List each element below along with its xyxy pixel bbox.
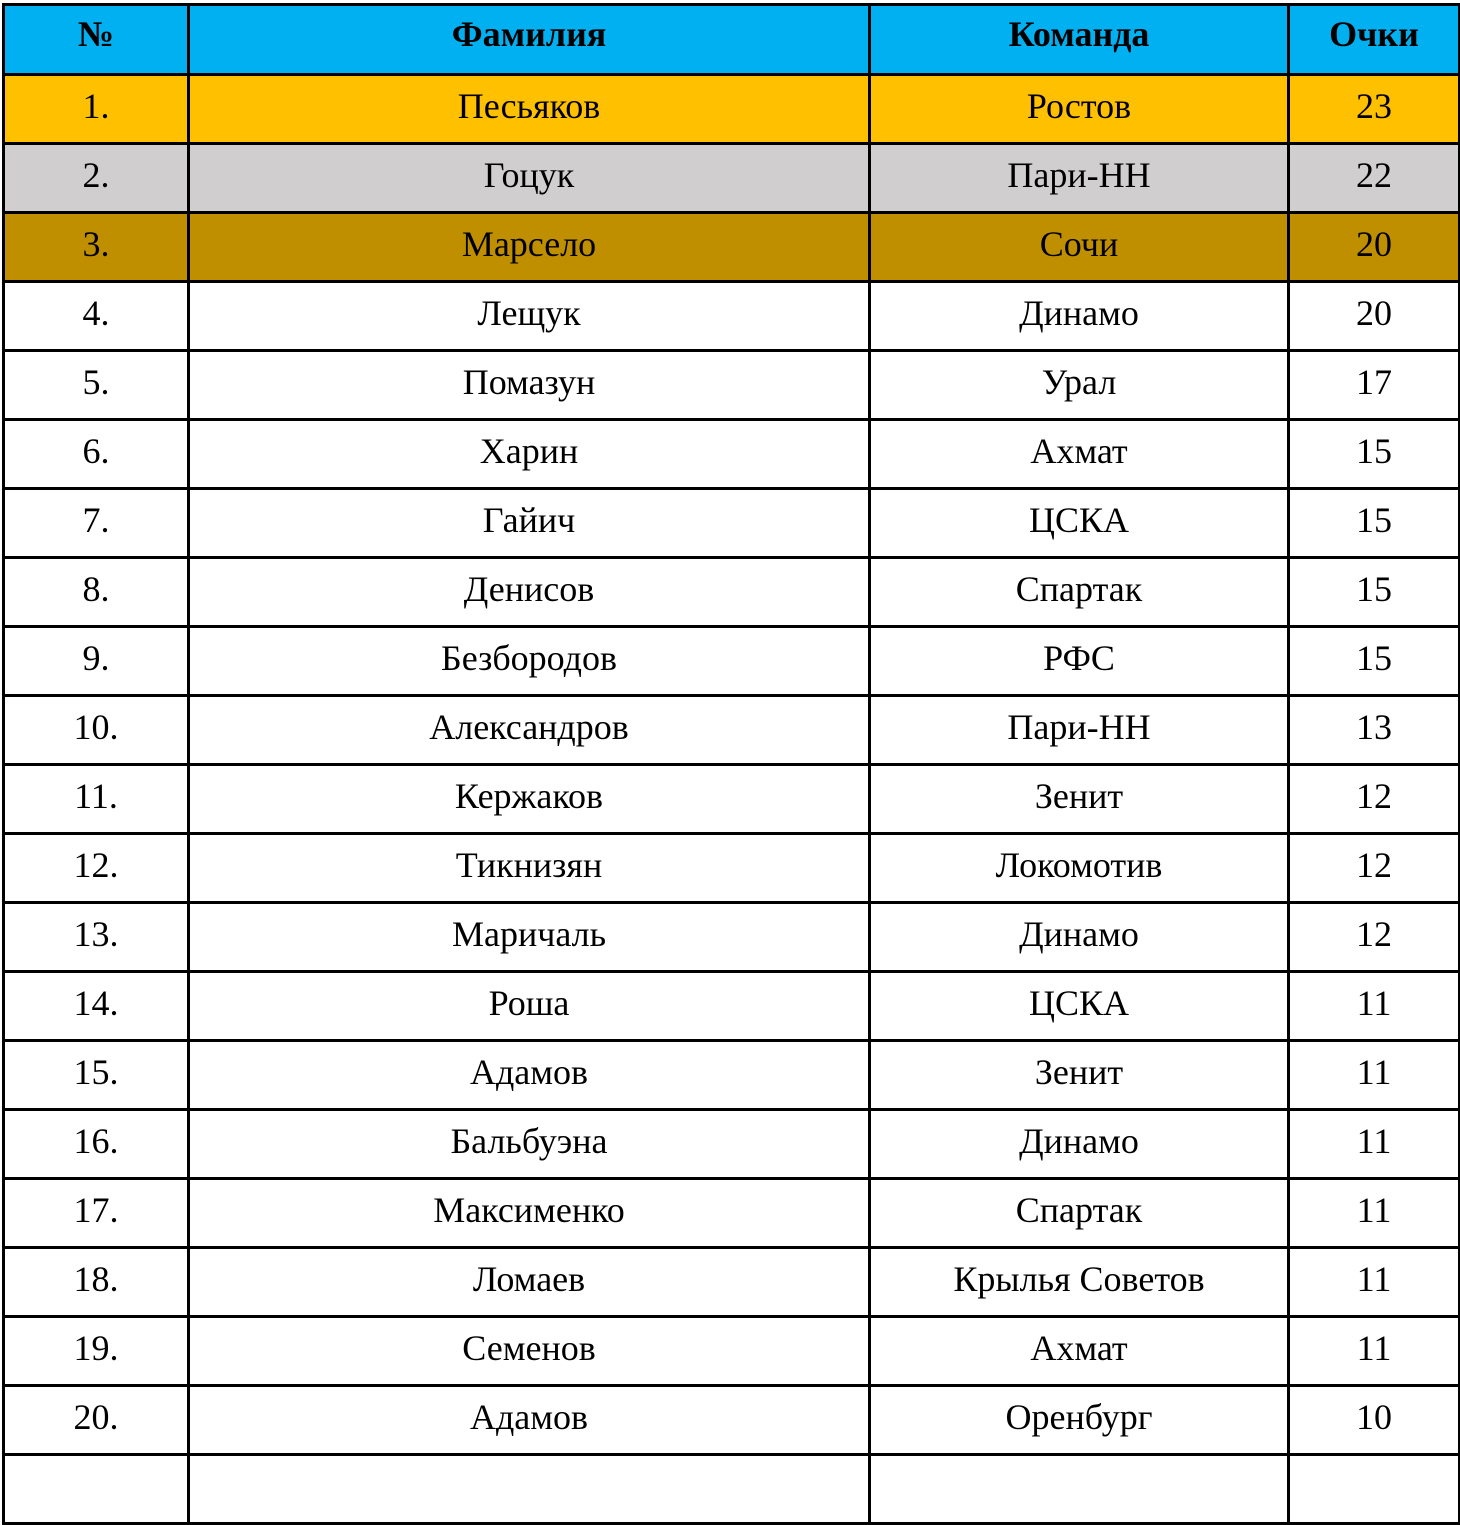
table-row-cut	[4, 1455, 1460, 1524]
cell-points: 12	[1289, 765, 1460, 834]
cell-num: 10.	[4, 696, 189, 765]
table-row	[4, 1041, 1460, 1110]
cell-points: 13	[1289, 696, 1460, 765]
cell-team: Динамо	[870, 282, 1289, 351]
cell-team: ЦСКА	[870, 972, 1289, 1041]
standings-table	[2, 3, 1460, 1525]
cell-num: 15.	[4, 1041, 189, 1110]
cell-points: 10	[1289, 1386, 1460, 1455]
table-row	[4, 489, 1460, 558]
header-num: №	[4, 5, 189, 75]
cell-team: Динамо	[870, 1110, 1289, 1179]
cell-points: 20	[1289, 282, 1460, 351]
table-row	[4, 1386, 1460, 1455]
cell-team: Спартак	[870, 558, 1289, 627]
cell-num: 12.	[4, 834, 189, 903]
cell-name: Александров	[189, 696, 870, 765]
cell-team: РФС	[870, 627, 1289, 696]
cell-num: 13.	[4, 903, 189, 972]
table-row	[4, 834, 1460, 903]
table-row	[4, 213, 1460, 282]
header-points: Очки	[1289, 5, 1460, 75]
cell-name: Гоцук	[189, 144, 870, 213]
cell-name: Адамов	[189, 1386, 870, 1455]
cell-name: Помазун	[189, 351, 870, 420]
cell-num: 20.	[4, 1386, 189, 1455]
cell-points: 15	[1289, 627, 1460, 696]
cell-num: 18.	[4, 1248, 189, 1317]
cell-name: Тикнизян	[189, 834, 870, 903]
table-row	[4, 420, 1460, 489]
cell-name: Семенов	[189, 1317, 870, 1386]
cell-num: 8.	[4, 558, 189, 627]
table-row	[4, 1110, 1460, 1179]
cell-team: ЦСКА	[870, 489, 1289, 558]
cell-name: Денисов	[189, 558, 870, 627]
cell-num: 5.	[4, 351, 189, 420]
table-row	[4, 1317, 1460, 1386]
cell-points: 11	[1289, 1179, 1460, 1248]
cell-name: Лещук	[189, 282, 870, 351]
cell-points: 17	[1289, 351, 1460, 420]
cell-name: Адамов	[189, 1041, 870, 1110]
table-row	[4, 972, 1460, 1041]
cell-name: Бальбуэна	[189, 1110, 870, 1179]
cell-num: 19.	[4, 1317, 189, 1386]
cell-name: Песьяков	[189, 75, 870, 144]
cell-name: Ломаев	[189, 1248, 870, 1317]
cell-empty	[1289, 1455, 1460, 1524]
cell-name: Гайич	[189, 489, 870, 558]
cell-points: 11	[1289, 972, 1460, 1041]
cell-points: 11	[1289, 1317, 1460, 1386]
cell-points: 11	[1289, 1248, 1460, 1317]
cell-empty	[189, 1455, 870, 1524]
cell-team: Пари-НН	[870, 144, 1289, 213]
cell-num: 4.	[4, 282, 189, 351]
cell-team: Зенит	[870, 765, 1289, 834]
table-row	[4, 558, 1460, 627]
cell-team: Крылья Советов	[870, 1248, 1289, 1317]
cell-team: Ахмат	[870, 420, 1289, 489]
cell-team: Динамо	[870, 903, 1289, 972]
cell-name: Роша	[189, 972, 870, 1041]
table-row	[4, 351, 1460, 420]
cell-num: 16.	[4, 1110, 189, 1179]
cell-points: 15	[1289, 558, 1460, 627]
cell-name: Маричаль	[189, 903, 870, 972]
cell-num: 9.	[4, 627, 189, 696]
cell-team: Локомотив	[870, 834, 1289, 903]
cell-empty	[4, 1455, 189, 1524]
cell-points: 11	[1289, 1110, 1460, 1179]
table-row	[4, 903, 1460, 972]
cell-points: 11	[1289, 1041, 1460, 1110]
cell-points: 22	[1289, 144, 1460, 213]
cell-num: 7.	[4, 489, 189, 558]
table-row	[4, 1248, 1460, 1317]
cell-name: Безбородов	[189, 627, 870, 696]
cell-team: Зенит	[870, 1041, 1289, 1110]
cell-team: Спартак	[870, 1179, 1289, 1248]
cell-num: 11.	[4, 765, 189, 834]
table-row	[4, 75, 1460, 144]
table-row	[4, 282, 1460, 351]
header-name: Фамилия	[189, 5, 870, 75]
cell-empty	[870, 1455, 1289, 1524]
cell-num: 3.	[4, 213, 189, 282]
table-row	[4, 144, 1460, 213]
cell-points: 23	[1289, 75, 1460, 144]
cell-points: 20	[1289, 213, 1460, 282]
header-team: Команда	[870, 5, 1289, 75]
cell-points: 12	[1289, 903, 1460, 972]
cell-team: Сочи	[870, 213, 1289, 282]
table-row	[4, 765, 1460, 834]
cell-team: Урал	[870, 351, 1289, 420]
cell-num: 17.	[4, 1179, 189, 1248]
cell-num: 1.	[4, 75, 189, 144]
cell-team: Ахмат	[870, 1317, 1289, 1386]
cell-points: 12	[1289, 834, 1460, 903]
cell-num: 2.	[4, 144, 189, 213]
cell-team: Пари-НН	[870, 696, 1289, 765]
table-row	[4, 1179, 1460, 1248]
cell-name: Максименко	[189, 1179, 870, 1248]
table-body	[4, 75, 1460, 1524]
cell-name: Кержаков	[189, 765, 870, 834]
table-row	[4, 627, 1460, 696]
cell-name: Марсело	[189, 213, 870, 282]
cell-team: Ростов	[870, 75, 1289, 144]
cell-points: 15	[1289, 489, 1460, 558]
cell-points: 15	[1289, 420, 1460, 489]
cell-name: Харин	[189, 420, 870, 489]
cell-team: Оренбург	[870, 1386, 1289, 1455]
cell-num: 6.	[4, 420, 189, 489]
header-row	[4, 5, 1460, 75]
cell-num: 14.	[4, 972, 189, 1041]
table-row	[4, 696, 1460, 765]
